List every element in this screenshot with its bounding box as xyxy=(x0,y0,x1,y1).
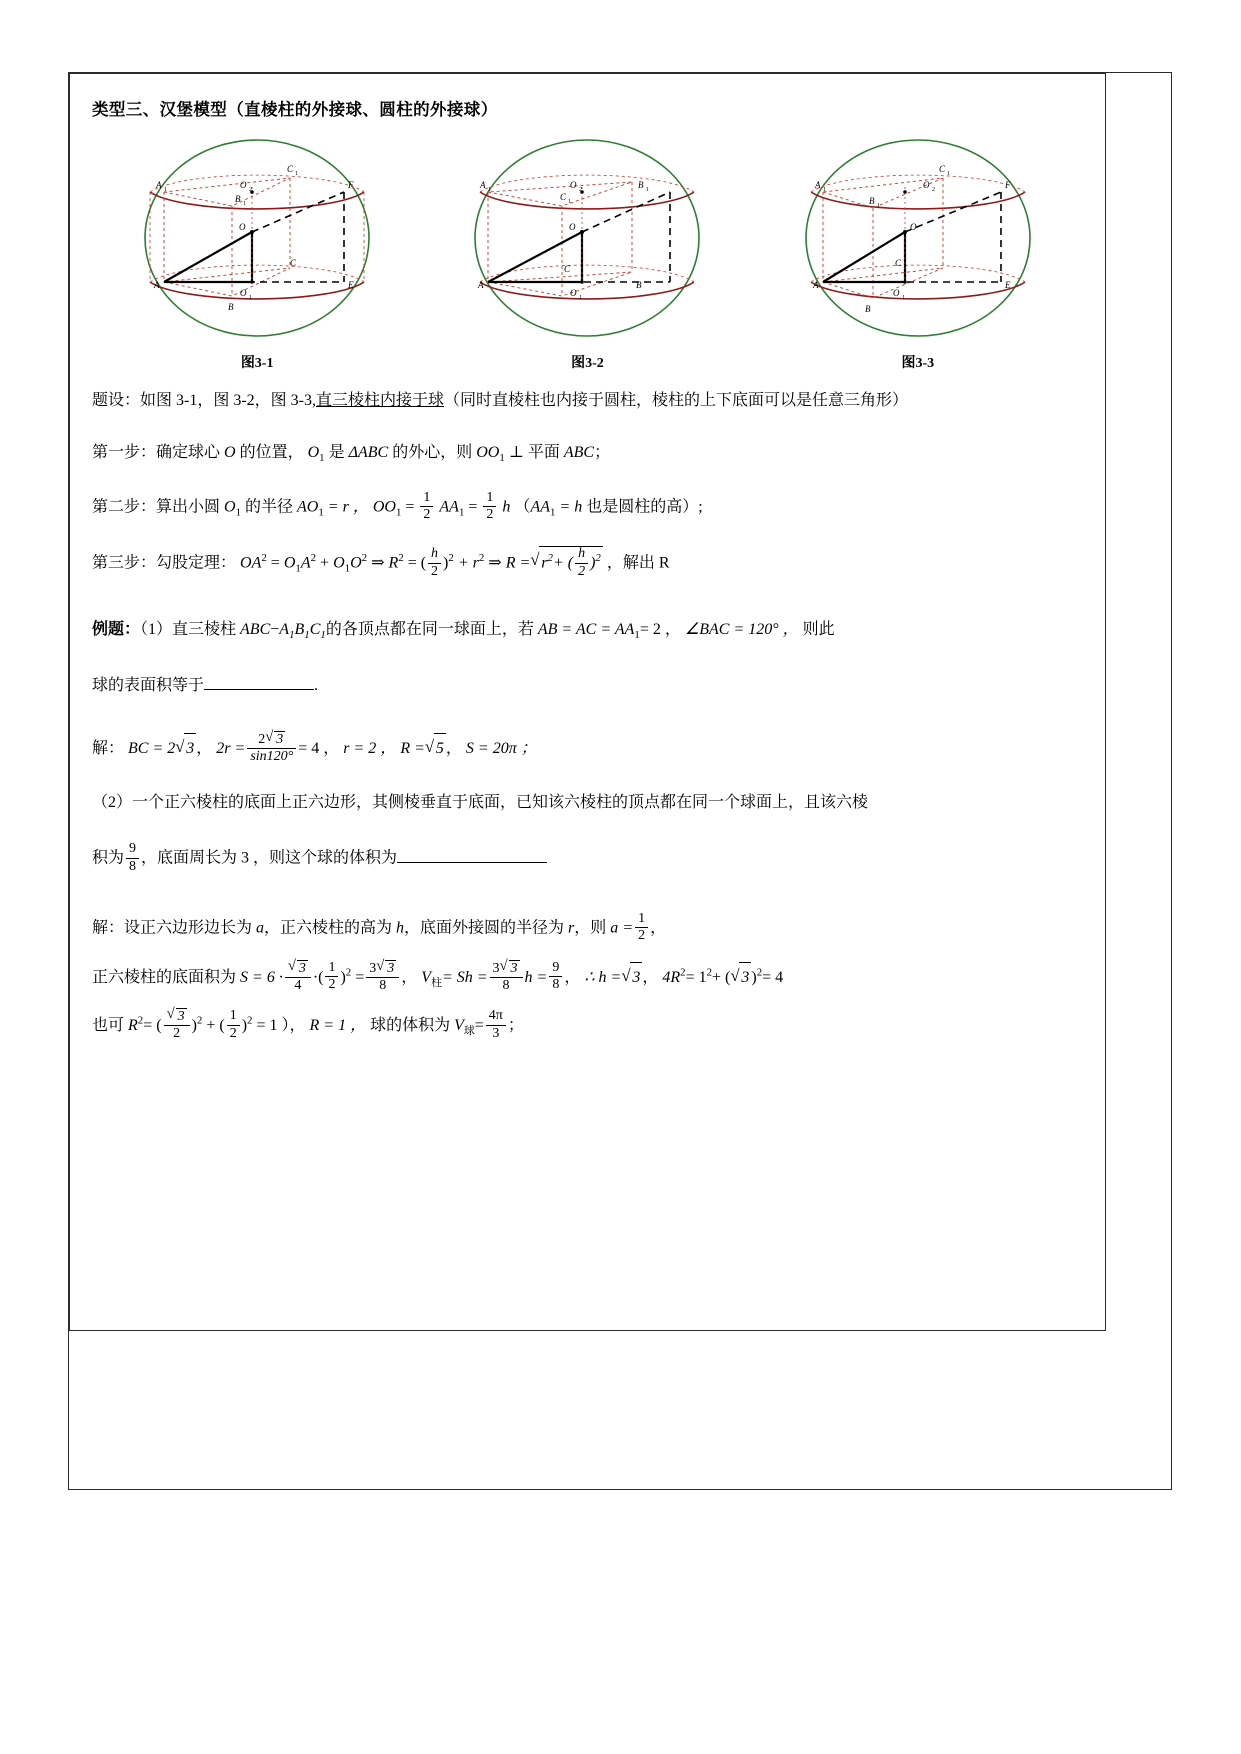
sol2-f2 xyxy=(366,960,399,994)
step2-AO1-sub: 1 xyxy=(318,506,324,519)
step3-sup5: 2 xyxy=(448,552,454,565)
svg-text:B: B xyxy=(868,196,875,206)
figure-3-2-caption: 图3-2 xyxy=(571,356,604,371)
answer-blank-2[interactable] xyxy=(397,862,547,863)
svg-text:F: F xyxy=(1004,180,1011,190)
step3-imply2: ⇒ xyxy=(488,554,502,572)
step2-O1: O xyxy=(224,498,236,516)
step3-h-half xyxy=(428,546,441,579)
solution-2-line1 xyxy=(92,912,1083,945)
sol2-f2-den: 8 xyxy=(379,977,387,993)
svg-text:C: C xyxy=(894,258,901,268)
solution-2-line3 xyxy=(92,1009,1083,1043)
sol2-p-den: 2 xyxy=(328,977,336,993)
sol2-f3-sqrt xyxy=(500,960,520,977)
sol1-frac-sqrt xyxy=(265,731,285,748)
step2-paren: （ xyxy=(514,498,531,516)
step3-O2: O xyxy=(350,554,362,572)
sol1-r: r = 2 ， xyxy=(343,739,397,757)
sol2-eq-to: = xyxy=(355,968,365,986)
step3-sq1: ) xyxy=(443,554,449,572)
step2-half2-num: 1 xyxy=(483,490,496,507)
svg-text:O: O xyxy=(570,288,577,298)
step2-h: h xyxy=(502,498,511,516)
sol2-f5-den: 3 xyxy=(492,1025,500,1041)
sol2-p xyxy=(325,960,338,993)
sol2-l1-mid3: ，则 xyxy=(574,918,607,936)
step3-Req: R = xyxy=(505,554,531,572)
sol2-a-frac xyxy=(635,911,648,944)
sol2-f4-den: 8 xyxy=(552,977,560,993)
sol2-r1 xyxy=(164,1008,190,1042)
figure-3-3-svg xyxy=(773,130,1063,345)
step1-prefix: 第一步：确定球心 xyxy=(92,444,221,462)
svg-text:O: O xyxy=(569,222,576,232)
sol1-R: R = xyxy=(400,739,425,757)
svg-text:O: O xyxy=(909,222,917,232)
question-2-line2 xyxy=(92,842,1083,875)
sol2-h-sqrt xyxy=(621,962,642,993)
example-question-1-line2 xyxy=(92,671,1083,701)
step3-eq1: = xyxy=(270,554,280,572)
step1-triangle: ΔABC xyxy=(348,444,389,462)
sol2-V2-sub: 球 xyxy=(463,1024,475,1037)
step3-plusr: + r xyxy=(457,554,479,572)
sol2-r1-sqrt xyxy=(167,1008,187,1025)
svg-text:O: O xyxy=(240,180,247,190)
q2-frac-num: 9 xyxy=(126,841,139,858)
sol1-frac xyxy=(247,731,296,765)
sol1-lead: 解： xyxy=(92,739,125,757)
sol1-comma2: ， xyxy=(445,739,462,757)
step3-tail: ，解出 R xyxy=(606,554,670,572)
svg-text:O: O xyxy=(570,180,577,190)
sol2-eq4: = 4 xyxy=(762,968,784,986)
sol2-sup7: 2 xyxy=(247,1014,253,1027)
step3-eq2: = ( xyxy=(407,554,427,572)
sol2-comma: ， xyxy=(401,968,418,986)
sol2-R-one: R = 1 ， xyxy=(309,1016,367,1034)
step2-eqh: = h xyxy=(559,498,583,516)
step3-sup1: 2 xyxy=(261,552,267,565)
step1-perp: ⊥ 平面 xyxy=(508,444,560,462)
sol2-f2-num-text: 3 xyxy=(369,960,377,976)
sol2-rad3-sqrt xyxy=(730,962,751,993)
step1-O1-sub: 1 xyxy=(319,452,325,465)
example-label: 例题： xyxy=(92,620,141,638)
step2-eq: = r ， xyxy=(327,498,369,516)
solution-2-line2: 正六棱柱的底面积为 S = 6 · √ $\frac{3}{4}$ ·( $\frac{1}{2}$ )$^2$ = $\frac{3 √ 3}{8}$ ， $V_柱= Sh$ = $\frac{3 √ 3}{8}$ h = $\frac{9}{8}$ ， ∴ h = √ 3 ， $4R^2= 1^2+$ ( √ 3 )$^2$= 4 xyxy=(92,961,1083,995)
step3-sup7: 2 xyxy=(547,552,553,565)
q1-prism-abc: ABC xyxy=(240,620,271,638)
step3-O1O: O xyxy=(333,554,345,572)
svg-text:C: C xyxy=(938,164,945,174)
sol2-f1-den: 4 xyxy=(294,977,302,993)
sol1-comma1: ， xyxy=(196,739,213,757)
sol1-S: S = 20π ； xyxy=(465,739,537,757)
sol2-sup2: 2 xyxy=(680,966,686,979)
sol2-l1-mid: ，正六棱柱的高为 xyxy=(264,918,393,936)
sol2-f3-num-text: 3 xyxy=(492,960,500,976)
step2-prefix: 第二步：算出小圆 xyxy=(92,498,221,516)
svg-text:1: 1 xyxy=(164,187,168,193)
q1-prefix: （1）直三棱柱 xyxy=(140,620,237,638)
svg-text:1: 1 xyxy=(901,295,905,301)
sol2-sup4: 2 xyxy=(756,966,763,979)
sol2-l1-tail: ， xyxy=(650,918,667,936)
step2-half-1 xyxy=(420,490,433,523)
step3-rad-h-num: h xyxy=(575,546,588,563)
sol1-bc-sqrt xyxy=(175,733,196,764)
sol2-r2 xyxy=(227,1008,240,1041)
setup-paragraph xyxy=(92,386,1083,416)
svg-text:1: 1 xyxy=(295,171,299,177)
svg-text:O: O xyxy=(922,180,930,190)
sol2-sup3: 2 xyxy=(706,966,713,979)
q1-cond-sub: 1 xyxy=(634,628,640,641)
setup-underlined: 直三棱柱内接于球 xyxy=(316,392,445,409)
q1-blank-tail: . xyxy=(314,677,319,695)
svg-text:A: A xyxy=(814,180,821,190)
figure-3-3 xyxy=(773,130,1063,372)
q2-frac-den: 8 xyxy=(129,858,137,874)
sol2-l3-prefix: 也可 xyxy=(92,1016,125,1034)
sol2-f3 xyxy=(490,960,523,994)
q1-cond: AB = AC = AA xyxy=(537,620,635,638)
sol2-f2-num xyxy=(366,960,399,978)
step1-OO1: OO xyxy=(476,444,500,462)
sol2-V-sub: 柱 xyxy=(431,976,442,989)
solution-1 xyxy=(92,732,1083,766)
sol2-f1 xyxy=(285,960,311,994)
step3-sub2: 1 xyxy=(344,562,351,575)
step1-mid2: 是 xyxy=(328,444,345,462)
svg-text:1: 1 xyxy=(579,295,583,301)
figure-row xyxy=(92,130,1083,372)
svg-text:2: 2 xyxy=(579,187,583,193)
sol2-l2-prefix: 正六棱柱的底面积为 xyxy=(92,968,237,986)
content-box xyxy=(69,73,1106,1331)
q1-dash: − xyxy=(270,620,280,638)
step3-R: R xyxy=(388,554,399,572)
q2-mid: ，底面周长为 3 ，则这个球的体积为 xyxy=(141,849,398,867)
step3-sup3: 2 xyxy=(361,552,368,565)
svg-text:2: 2 xyxy=(931,187,935,193)
sol2-V2-eq: = xyxy=(474,1016,484,1034)
sol2-dot: · xyxy=(312,968,319,986)
sol2-f3-den: 8 xyxy=(502,977,510,993)
svg-text:1: 1 xyxy=(249,295,253,301)
step3-h-den: 2 xyxy=(431,563,439,579)
svg-text:E: E xyxy=(348,280,354,290)
step3-plus: + xyxy=(320,554,330,572)
step2-AA1: AA xyxy=(439,498,459,516)
sol1-bc-rad: 3 xyxy=(184,733,196,764)
svg-text:A: A xyxy=(478,280,484,290)
sol2-ball: 球的体积为 xyxy=(370,1016,451,1034)
step3-sub1: 1 xyxy=(295,562,301,575)
sol2-comma2: ， xyxy=(564,968,581,986)
sol2-r: r xyxy=(568,918,575,936)
step2-equals2: = xyxy=(468,498,478,516)
q1-end: 则此 xyxy=(802,620,835,638)
page-title: 类型三、汉堡模型（直棱柱的外接球、圆柱的外接球） xyxy=(92,100,498,119)
answer-blank-1[interactable] xyxy=(204,689,314,690)
svg-text:1: 1 xyxy=(946,171,950,177)
svg-text:B: B xyxy=(636,280,642,290)
sol2-r2-num: 1 xyxy=(227,1008,240,1025)
step2-O1-sub: 1 xyxy=(235,506,242,519)
sol1-bc: BC = 2 xyxy=(128,739,176,757)
sol2-r1-tail: ) xyxy=(191,1016,197,1034)
step3-rad-tail: ) xyxy=(590,554,596,572)
sol2-p-num: 1 xyxy=(325,960,338,977)
step2-half-2 xyxy=(483,490,496,523)
step3-sqrt xyxy=(530,546,603,580)
step3-A1: A xyxy=(300,554,311,572)
sol2-r2-tail: ) xyxy=(241,1016,248,1034)
step2-AA1b-sub: 1 xyxy=(549,506,556,519)
sol2-h2: h = xyxy=(524,968,548,986)
step3-sup6: 2 xyxy=(478,552,485,565)
sol1-frac-num xyxy=(247,731,296,749)
page-outer-frame xyxy=(68,72,1172,1490)
sol2-l1-prefix: 解：设正六边形边长为 xyxy=(92,918,253,936)
step3-rad-plus: + ( xyxy=(552,554,574,572)
svg-text:A: A xyxy=(156,180,162,190)
question-2-line1: （2）一个正六棱柱的底面上正六边形，其侧棱垂直于底面，已知该六棱柱的顶点都在同一个球面上，且该六棱 xyxy=(92,794,869,812)
step2-equals: = xyxy=(405,498,415,516)
sol2-f1-num xyxy=(285,960,311,978)
q1-angle: ∠BAC = 120° ， xyxy=(684,620,799,638)
figure-3-1-svg xyxy=(112,130,402,345)
sol2-h: h xyxy=(396,918,405,936)
sol2-f2-rad: 3 xyxy=(387,960,395,976)
svg-text:B: B xyxy=(235,194,241,204)
step3-prefix: 第三步：勾股定理： xyxy=(92,554,237,572)
svg-text:1: 1 xyxy=(822,187,826,193)
svg-text:C: C xyxy=(560,192,567,202)
sol1-frac-rad: 3 xyxy=(276,731,284,747)
step3-imply: ⇒ xyxy=(371,554,385,572)
step3-rad-r: r xyxy=(541,554,548,572)
svg-text:F: F xyxy=(348,180,354,190)
svg-text:B: B xyxy=(864,304,871,314)
svg-text:O: O xyxy=(239,222,246,232)
sol2-r2-den: 2 xyxy=(229,1025,237,1041)
sol2-f4-num: 9 xyxy=(549,960,562,977)
svg-text:O: O xyxy=(892,288,900,298)
sol2-end: ； xyxy=(507,1016,524,1034)
step2-OO1: OO xyxy=(372,498,396,516)
figure-3-1 xyxy=(112,130,402,372)
svg-text:B: B xyxy=(228,302,234,312)
sol1-R-sqrt xyxy=(425,733,446,764)
sol2-sup5: 2 xyxy=(137,1014,144,1027)
setup-lead: 题设：如图 3-1，图 3-2，图 3-3, xyxy=(92,392,316,409)
sol2-r1-den: 2 xyxy=(173,1026,181,1042)
step2-tail: 也是圆柱的高）; xyxy=(586,498,703,516)
q1-mid: 的各顶点都在同一球面上，若 xyxy=(325,620,534,638)
sol1-2r: 2r = xyxy=(216,739,246,757)
q2-frac xyxy=(126,841,139,874)
step1-O1: O xyxy=(307,444,320,462)
sol2-a-den: 2 xyxy=(638,927,646,943)
sol2-r1-rad: 3 xyxy=(177,1008,185,1024)
figure-3-1-caption: 图3-1 xyxy=(240,356,274,371)
sol1-frac-num-text: 2 xyxy=(258,731,266,747)
figure-3-2-svg xyxy=(442,130,732,345)
svg-text:A: A xyxy=(154,280,160,290)
svg-text:2: 2 xyxy=(249,187,253,193)
sol2-V: V xyxy=(421,968,432,986)
sol2-4R: 4R xyxy=(662,968,681,986)
svg-text:O: O xyxy=(240,288,247,298)
svg-text:E: E xyxy=(1004,280,1011,290)
sol2-h-rad: 3 xyxy=(630,962,642,993)
step2-half1-num: 1 xyxy=(420,490,433,507)
sol2-R2-eq: = ( xyxy=(143,1016,162,1034)
step1-OO1-sub: 1 xyxy=(499,452,505,465)
step3-OA: OA xyxy=(240,554,262,572)
sol2-f1-sqrt xyxy=(288,960,308,977)
sol2-therefore: ∴ h = xyxy=(584,968,622,986)
step2-half2-den: 2 xyxy=(486,507,494,523)
step1-end: ； xyxy=(594,444,611,462)
q1-prism-a1b1c1: $A_1B_1C_1$ xyxy=(279,620,326,641)
sol2-4R-eq: = 1 xyxy=(685,968,707,986)
q1-cond-tail: = 2 ， xyxy=(639,620,681,638)
sol1-eq4: = 4 ， xyxy=(298,739,340,757)
step2-half1-den: 2 xyxy=(423,507,431,523)
figure-3-2 xyxy=(442,130,732,372)
step3-sup2: 2 xyxy=(310,552,317,565)
step1-mid3: 的外心，则 xyxy=(392,444,473,462)
q1-line2: 球的表面积等于 xyxy=(92,677,205,695)
sol2-eq1: = 1 ）， xyxy=(256,1016,306,1034)
sol2-sup1: 2 xyxy=(345,966,352,979)
sol2-a-eq: a = xyxy=(610,918,634,936)
step3-radicand xyxy=(539,546,603,580)
sol2-rad3-tail: ) xyxy=(751,968,757,986)
step2-AO1: AO xyxy=(297,498,319,516)
sol1-R-rad: 5 xyxy=(434,733,446,764)
sol2-f5-num: 4π xyxy=(486,1008,506,1025)
sol2-l1-mid2: ，底面外接圆的半径为 xyxy=(404,918,565,936)
svg-text:A: A xyxy=(812,280,819,290)
sol2-r1-num xyxy=(164,1008,190,1026)
q2-prefix: 积为 xyxy=(92,849,125,867)
sol1-frac-den: sin120° xyxy=(250,748,294,764)
step2-AA1b: AA xyxy=(530,498,550,516)
example-question-1 xyxy=(92,615,1083,646)
figure-3-3-caption: 图3-3 xyxy=(901,356,935,371)
sol2-plus2: + ( xyxy=(206,1016,225,1034)
step3-sup4: 2 xyxy=(398,552,404,565)
sol2-f1-rad: 3 xyxy=(298,960,306,976)
sol2-a: a xyxy=(256,918,265,936)
svg-text:1: 1 xyxy=(243,201,247,207)
step2-mid: 的半径 xyxy=(245,498,294,516)
svg-text:C: C xyxy=(287,164,294,174)
step1-mid: 的位置， xyxy=(239,444,304,462)
sol2-rad3: 3 xyxy=(739,962,751,993)
setup-rest: （同时直棱柱也内接于圆柱，棱柱的上下底面可以是任意三角形） xyxy=(444,392,909,409)
step3-rad-h-den: 2 xyxy=(578,563,586,579)
step3-rad-frac xyxy=(575,546,588,579)
sol2-f3-num xyxy=(490,960,523,978)
svg-text:1: 1 xyxy=(876,203,880,209)
step-1 xyxy=(92,438,1083,469)
sol2-comma3: ， xyxy=(642,968,659,986)
sol2-sup6: 2 xyxy=(196,1014,203,1027)
sol2-V2: V xyxy=(454,1016,464,1034)
step-2 xyxy=(92,491,1083,524)
sol2-plus-rad: + ( xyxy=(712,968,731,986)
svg-text:1: 1 xyxy=(568,199,572,205)
step-3 xyxy=(92,546,1083,580)
sol2-R2: R xyxy=(128,1016,138,1034)
sol2-f4 xyxy=(549,960,562,993)
step3-O1A: O xyxy=(283,554,296,572)
step3-h-num: h xyxy=(428,546,441,563)
step1-ABC: ABC xyxy=(563,444,595,462)
svg-text:C: C xyxy=(290,258,297,268)
svg-text:A: A xyxy=(480,180,486,190)
sol2-V-eq: = Sh = xyxy=(441,968,488,986)
svg-text:1: 1 xyxy=(488,187,492,193)
svg-text:B: B xyxy=(638,180,644,190)
sol2-pow: ) xyxy=(340,968,346,986)
step2-OO1-sub: 1 xyxy=(395,506,402,519)
sol2-f2-sqrt xyxy=(376,960,396,977)
svg-text:1: 1 xyxy=(646,187,650,193)
step3-sup8: 2 xyxy=(595,552,601,565)
sol2-f5 xyxy=(486,1008,506,1041)
sol2-f3-rad: 3 xyxy=(510,960,518,976)
svg-text:C: C xyxy=(564,264,571,274)
step2-AA1-sub: 1 xyxy=(458,506,465,519)
sol2-a-num: 1 xyxy=(635,911,648,928)
step1-O: O xyxy=(224,444,236,462)
sol2-S-eq: S = 6 · xyxy=(240,968,283,986)
